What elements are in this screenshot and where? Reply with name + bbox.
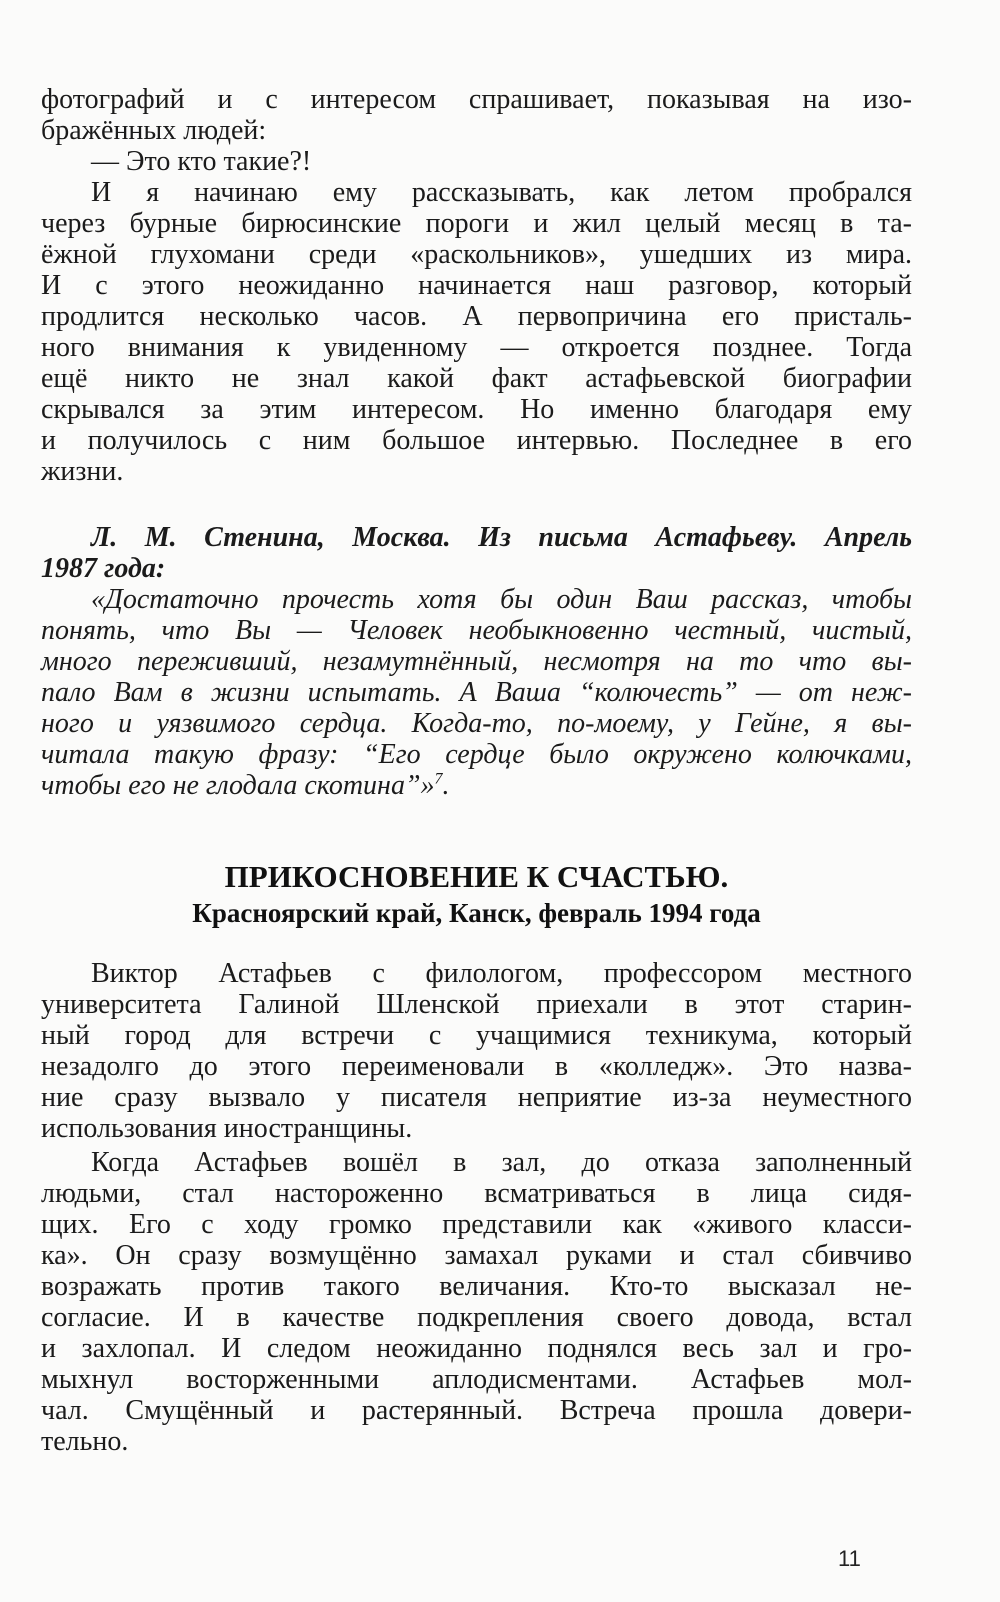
text-line: И я начинаю ему рассказывать, как летом пробрался (91, 177, 912, 208)
text-line: щих. Его с ходу громко представили как «живого класси- (41, 1209, 912, 1240)
text-line: ного внимания к увиденному — откроется позднее. Тогда (41, 332, 912, 363)
text-line: мыхнул восторженными аплодисментами. Астафьев мол- (41, 1364, 912, 1395)
text-line: — Это кто такие?! (91, 146, 312, 177)
text-line: скрывался за этим интересом. Но именно благодаря ему (41, 394, 912, 425)
text-line: людьми, стал настороженно всматриваться в лица сидя- (41, 1178, 912, 1209)
quote-line: понять, что Вы — Человек необыкновенно честный, чистый, (41, 615, 912, 646)
text-line: продлится несколько часов. А первопричина его присталь- (41, 301, 912, 332)
letter-excerpt (41, 522, 912, 801)
section-subtitle: Красноярский край, Канск, февраль 1994 года (192, 898, 761, 928)
text-line: через бурные бирюсинские пороги и жил целый месяц в та- (41, 208, 912, 239)
quote-line: читала такую фразу: “Его сердце было окружено колючками, (41, 739, 912, 770)
text-line: согласие. И в качестве подкрепления своего довода, встал (41, 1302, 912, 1333)
text-line: И с этого неожиданно начинается наш разговор, который (41, 270, 912, 301)
text-line: ка». Он сразу возмущённо замахал руками и стал сбивчиво (41, 1240, 912, 1271)
page-number: 11 (838, 1546, 861, 1571)
letter-heading-line: Л. М. Стенина, Москва. Из письма Астафьеву. Апрель (91, 522, 912, 553)
section-heading (41, 858, 912, 930)
section-title: ПРИКОСНОВЕНИЕ К СЧАСТЬЮ. (224, 859, 729, 894)
text-line: возражать против такого величания. Кто-то высказал не- (41, 1271, 912, 1302)
text-line: чал. Смущённый и растерянный. Встреча прошла довери- (41, 1395, 912, 1426)
text-line: бражённых людей: (41, 115, 267, 146)
text-line: использования иностранщины. (41, 1113, 413, 1144)
body-paragraph-2 (41, 1147, 912, 1457)
text-line: тельно. (41, 1426, 129, 1457)
text-line: фотографий и с интересом спрашивает, показывая на изо- (41, 84, 912, 115)
text-line: жизни. (41, 456, 124, 487)
text-line: ный город для встречи с учащимися техникума, который (41, 1020, 912, 1051)
intro-text (41, 84, 912, 487)
text-line: Виктор Астафьев с филологом, профессором местного (91, 958, 912, 989)
text-line: Когда Астафьев вошёл в зал, до отказа заполненный (91, 1147, 912, 1178)
quote-line: ного и уязвимого сердца. Когда-то, по-моему, у Гейне, я вы- (41, 708, 912, 739)
text-line: ёжной глухомани среди «раскольников», ушедших из мира. (41, 239, 912, 270)
text-line: ние сразу вызвало у писателя неприятие из-за неуместного (41, 1082, 912, 1113)
quote-last-line (41, 770, 912, 801)
letter-heading-line: 1987 года: (41, 553, 166, 584)
body-paragraph-1 (41, 958, 912, 1144)
quote-line: много переживший, незамутнённый, несмотря на то что вы- (41, 646, 912, 677)
closing-punctuation: . (442, 770, 450, 801)
text-line: и захлопал. И следом неожиданно поднялся весь зал и гро- (41, 1333, 912, 1364)
footnote-reference: 7 (434, 770, 443, 788)
text-line: ещё никто не знал какой факт астафьевской биографии (41, 363, 912, 394)
quote-line-text: чтобы его не глодала скотина”» (41, 770, 435, 801)
text-line: и получилось с ним большое интервью. Последнее в его (41, 425, 912, 456)
quote-line: пало Вам в жизни испытать. А Ваша “колючесть” — от неж- (41, 677, 912, 708)
text-line: университета Галиной Шленской приехали в этот старин- (41, 989, 912, 1020)
quote-line: «Достаточно прочесть хотя бы один Ваш рассказ, чтобы (91, 584, 912, 615)
text-line: незадолго до этого переименовали в «колледж». Это назва- (41, 1051, 912, 1082)
